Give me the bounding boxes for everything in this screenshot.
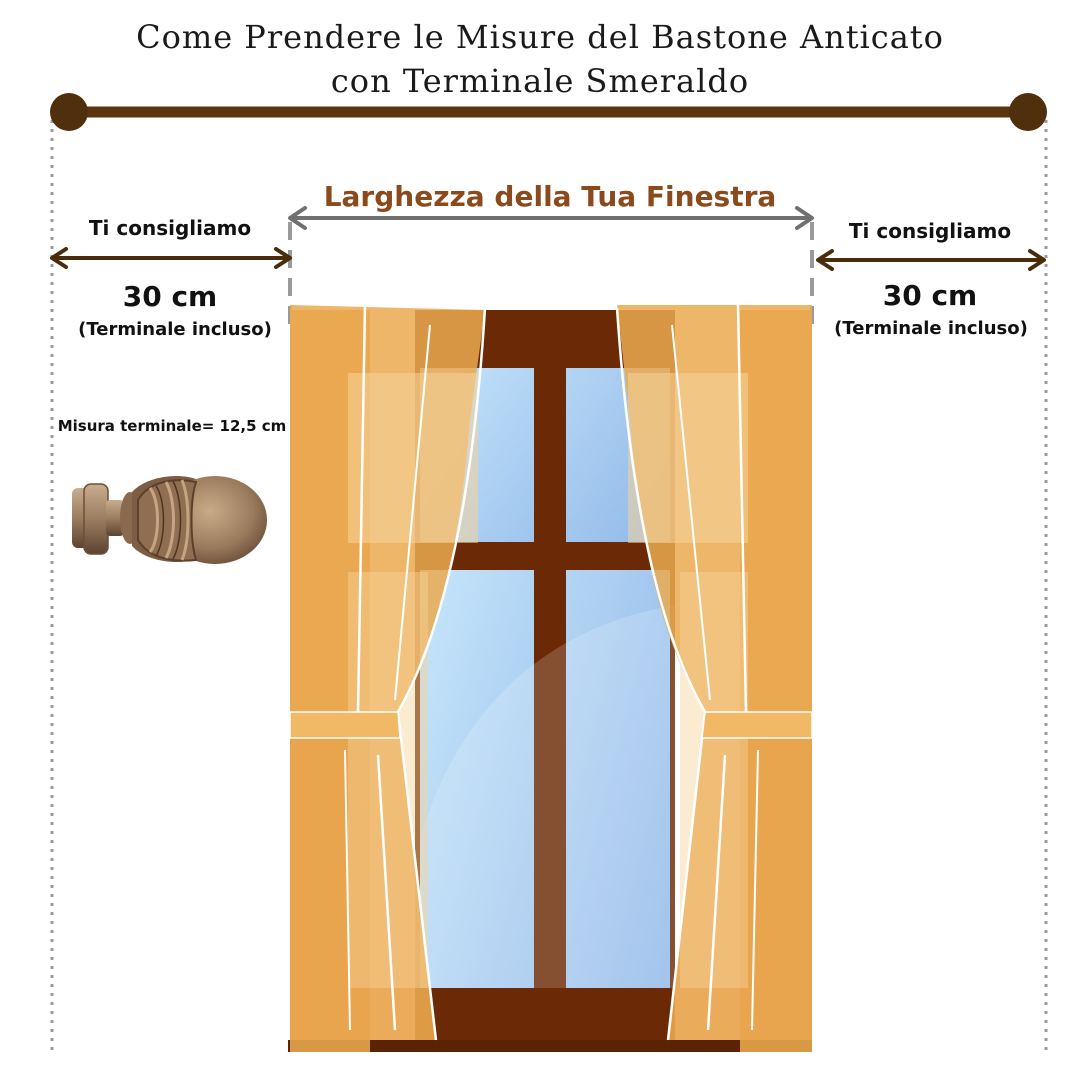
right-measure-label <box>815 279 1045 312</box>
right-note-label <box>815 318 1047 339</box>
left-measure-arrow <box>52 249 290 267</box>
right-recommend-text: Ti consigliamo <box>848 219 1012 243</box>
right-recommend-label <box>815 219 1045 243</box>
left-measure-value: 30 cm <box>122 280 218 313</box>
title-line-2: con Terminale Smeraldo <box>330 62 750 100</box>
left-note-label <box>52 319 298 340</box>
finial-measure-label: Misura terminale= 12,5 cm <box>57 417 287 435</box>
window-width-label: Larghezza della Tua Finestra <box>323 180 777 213</box>
right-note-text: (Terminale incluso) <box>834 318 1028 339</box>
window-illustration <box>288 305 812 1052</box>
left-measure-label <box>52 280 288 313</box>
title-line-1: Come Prendere le Misure del Bastone Anticato <box>136 18 944 56</box>
left-recommend-text: Ti consigliamo <box>88 216 252 240</box>
left-recommend-label <box>52 216 288 240</box>
right-measure-value: 30 cm <box>882 279 978 312</box>
right-measure-arrow <box>818 251 1044 269</box>
left-note-text: (Terminale incluso) <box>78 319 272 340</box>
finial-icon <box>72 476 267 564</box>
